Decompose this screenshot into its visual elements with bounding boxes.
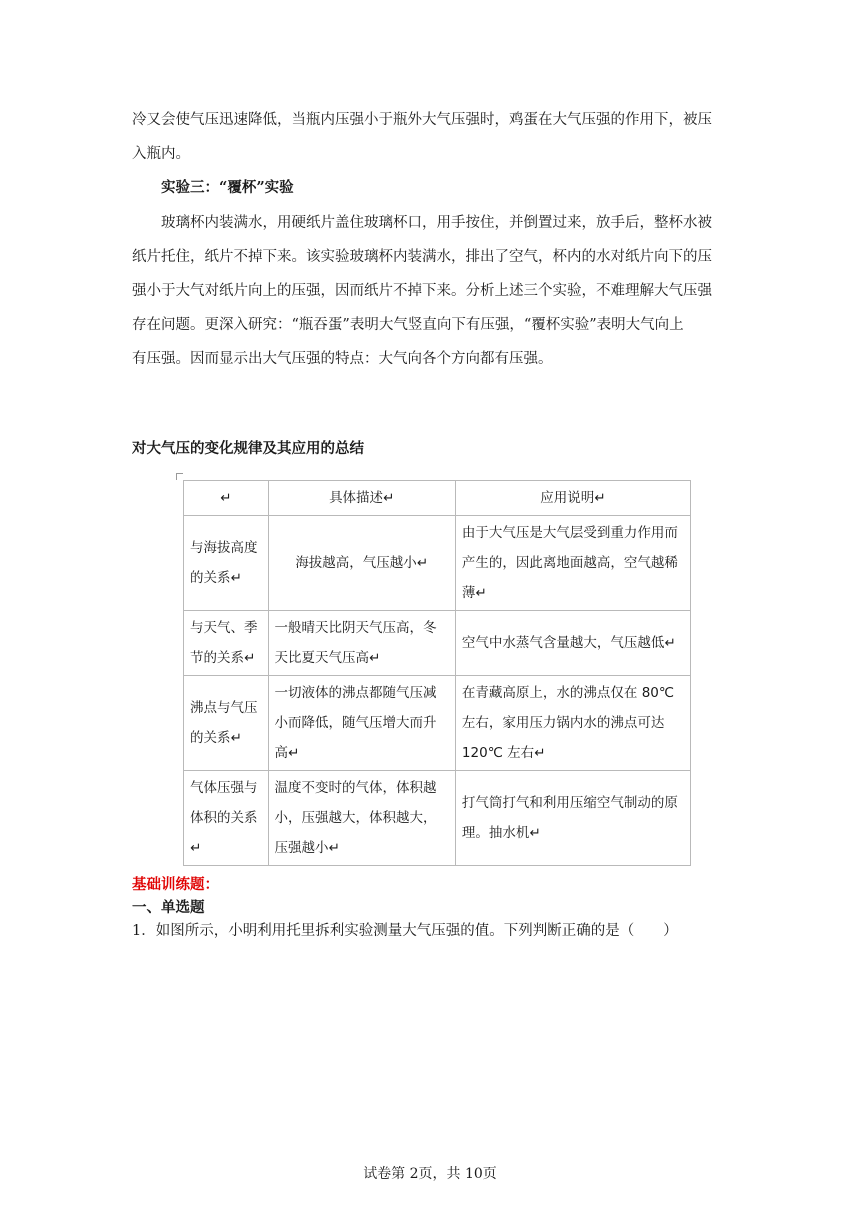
paragraph-line: 玻璃杯内装满水，用硬纸片盖住玻璃杯口，用手按住，并倒置过来，放手后，整杯水被	[161, 215, 712, 231]
table-cell: 与天气、季节的关系↵	[184, 611, 269, 676]
table-cell: 气体压强与体积的关系↵	[184, 771, 269, 866]
table-row	[184, 676, 691, 771]
table-cell: 与海拔高度的关系↵	[184, 516, 269, 611]
table-cell: 一切液体的沸点都随气压减小而降低，随气压增大而升高↵	[268, 676, 455, 771]
part-title: 一、单选题	[132, 899, 205, 916]
table-cell: 空气中水蒸气含量越大，气压越低↵	[455, 611, 690, 676]
table-row	[184, 516, 691, 611]
table-header-row	[184, 481, 691, 516]
table-cell: 海拔越高，气压越小↵	[268, 516, 455, 611]
summary-title: 对大气压的变化规律及其应用的总结	[132, 440, 364, 457]
table-cell: 温度不变时的气体，体积越小，压强越大，体积越大，压强越小↵	[268, 771, 455, 866]
page-footer: 试卷第 2页，共 10页	[363, 1166, 497, 1182]
table-row	[184, 771, 691, 866]
experiment-3-title: 实验三：“覆杯”实验	[161, 179, 294, 196]
table-header-cell: 应用说明↵	[455, 481, 690, 516]
question-1: 1．如图所示，小明利用托里拆利实验测量大气压强的值。下列判断正确的是（ ）	[132, 923, 678, 939]
table-cell: 一般晴天比阴天气压高，冬天比夏天气压高↵	[268, 611, 455, 676]
paragraph-line: 有压强。因而显示出大气压强的特点：大气向各个方向都有压强。	[132, 351, 553, 367]
paragraph-line: 冷又会使气压迅速降低，当瓶内压强小于瓶外大气压强时，鸡蛋在大气压强的作用下，被压	[132, 112, 712, 128]
table-header-cell: ↵	[184, 481, 269, 516]
table-cell: 打气筒打气和利用压缩空气制动的原理。抽水机↵	[455, 771, 690, 866]
summary-table	[183, 480, 691, 866]
table-row	[184, 611, 691, 676]
table-anchor-icon	[176, 473, 183, 480]
table-cell: 由于大气压是大气层受到重力作用而产生的，因此离地面越高，空气越稀薄↵	[455, 516, 690, 611]
table-cell: 沸点与气压的关系↵	[184, 676, 269, 771]
paragraph-line: 强小于大气对纸片向上的压强，因而纸片不掉下来。分析上述三个实验，不难理解大气压强	[132, 283, 712, 299]
paragraph-line: 入瓶内。	[132, 146, 190, 162]
paragraph-line: 纸片托住，纸片不掉下来。该实验玻璃杯内装满水，排出了空气，杯内的水对纸片向下的压	[132, 249, 712, 265]
table-cell: 在青藏高原上，水的沸点仅在 80℃ 左右，家用压力锅内水的沸点可达 120℃ 左右↵	[455, 676, 690, 771]
section-title: 基础训练题：	[132, 876, 219, 893]
paragraph-line: 存在问题。更深入研究：“瓶吞蛋”表明大气竖直向下有压强，“覆杯实验”表明大气向上	[132, 317, 684, 333]
table-header-cell: 具体描述↵	[268, 481, 455, 516]
